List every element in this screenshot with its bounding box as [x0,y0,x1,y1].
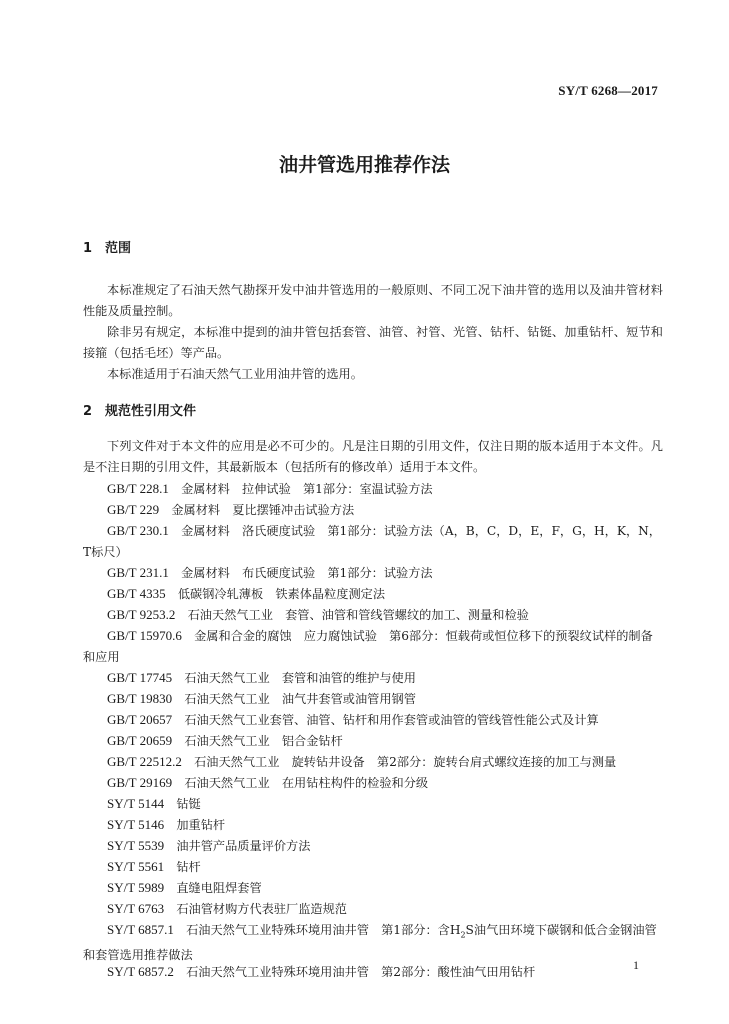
reference-item [83,835,663,857]
reference-item [83,583,663,605]
reference-code: GB/T 20657 [107,712,173,727]
reference-item [83,877,663,899]
reference-title: 金属材料 拉伸试验 第1部分：室温试验方法 [181,482,433,496]
reference-title: 石油天然气工业特殊环境用油井管 第2部分：酸性油气田用钻杆 [186,965,536,979]
reference-title: 金属材料 洛氏硬度试验 第1部分：试验方法（A，B，C，D，E，F，G，H，K，N，T标尺） [83,524,661,559]
reference-title: 石油天然气工业 铝合金钻杆 [184,734,343,748]
reference-code: GB/T 15970.6 [107,628,182,643]
reference-item [83,604,663,626]
section-heading-scope [83,237,131,256]
reference-code: GB/T 9253.2 [107,607,176,622]
reference-item [83,751,663,773]
reference-code: SY/T 5561 [107,859,165,874]
reference-item [83,772,663,794]
reference-title: 金属材料 布氏硬度试验 第1部分：试验方法 [181,566,433,580]
references-intro: 下列文件对于本文件的应用是必不可少的。凡是注日期的引用文件，仅注日期的版本适用于本文件。凡是不注日期的引用文件，其最新版本（包括所有的修改单）适用于本文件。 [83,439,663,474]
section-number: 2 [83,404,93,419]
scope-paragraph-1: 本标准规定了石油天然气勘探开发中油井管选用的一般原则、不同工况下油井管的选用以及油井管材料性能及质量控制。 [83,283,663,318]
reference-title: 石油天然气工业 油气井套管或油管用钢管 [184,692,416,706]
reference-code: GB/T 228.1 [107,481,169,496]
reference-code: GB/T 19830 [107,691,173,706]
reference-code: SY/T 5144 [107,796,165,811]
scope-paragraph-2: 除非另有规定，本标准中提到的油井管包括套管、油管、衬管、光管、钻杆、钻铤、加重钻杆、短节和接箍（包括毛坯）等产品。 [83,325,663,360]
section-title: 范围 [105,241,132,256]
reference-item [83,499,663,521]
document-title: 油井管选用推荐作法 [278,154,450,176]
reference-code: SY/T 5539 [107,838,165,853]
reference-title: 加重钻杆 [176,818,226,832]
reference-title: 石油管材购方代表驻厂监造规范 [176,902,347,916]
reference-item [83,919,663,966]
reference-item [83,709,663,731]
reference-code: SY/T 5146 [107,817,165,832]
section-title: 规范性引用文件 [105,404,197,419]
reference-item [83,730,663,752]
reference-code: GB/T 231.1 [107,565,169,580]
reference-title: 石油天然气工业 套管、油管和管线管螺纹的加工、测量和检验 [187,608,529,622]
reference-title: 钻杆 [176,860,201,874]
reference-title: 石油天然气工业套管、油管、钻杆和用作套管或油管的管线管性能公式及计算 [184,713,599,727]
reference-item [83,856,663,878]
reference-title-pre: 石油天然气工业特殊环境用油井管 第1部分：含H [186,923,461,937]
reference-item [83,478,663,500]
reference-title: 石油天然气工业 在用钻柱构件的检验和分级 [184,776,429,790]
reference-item [83,961,663,983]
reference-title: 油井管产品质量评价方法 [176,839,311,853]
reference-item [83,793,663,815]
reference-code: GB/T 22512.2 [107,754,182,769]
reference-title: 金属材料 夏比摆锤冲击试验方法 [171,503,355,517]
reference-title: 钻铤 [176,797,201,811]
reference-code: SY/T 6857.1 [107,922,174,937]
reference-code: GB/T 230.1 [107,523,169,538]
reference-code: GB/T 229 [107,502,160,517]
page-number: 1 [633,958,639,972]
reference-code: GB/T 29169 [107,775,173,790]
section-number: 1 [83,241,93,256]
reference-item [83,688,663,710]
reference-title: 石油天然气工业 旋转钻井设备 第2部分：旋转台肩式螺纹连接的加工与测量 [194,755,617,769]
reference-item [83,520,663,563]
reference-title: 石油天然气工业 套管和油管的维护与使用 [184,671,416,685]
reference-item [83,667,663,689]
reference-code: SY/T 6857.2 [107,964,174,979]
reference-code: SY/T 6763 [107,901,165,916]
reference-code: GB/T 17745 [107,670,173,685]
reference-title: 金属和合金的腐蚀 应力腐蚀试验 第6部分：恒载荷或恒位移下的预裂纹试样的制备和应用 [83,629,653,664]
reference-title-subscript: 2 [460,930,466,940]
reference-title: 直缝电阻焊套管 [176,881,262,895]
reference-title-post: S油气田环境下碳钢和低合金钢油管和套管选用推荐做法 [83,923,657,963]
standard-code: SY/T 6268—2017 [558,83,658,98]
reference-item [83,625,663,668]
reference-code: GB/T 4335 [107,586,166,601]
reference-code: GB/T 20659 [107,733,173,748]
reference-title: 低碳钢冷轧薄板 铁素体晶粒度测定法 [177,587,386,601]
section-heading-normative-references [83,400,196,419]
reference-item [83,562,663,584]
scope-paragraph-3: 本标准适用于石油天然气工业用油井管的选用。 [107,367,363,381]
reference-item [83,814,663,836]
reference-item [83,898,663,920]
reference-code: SY/T 5989 [107,880,165,895]
